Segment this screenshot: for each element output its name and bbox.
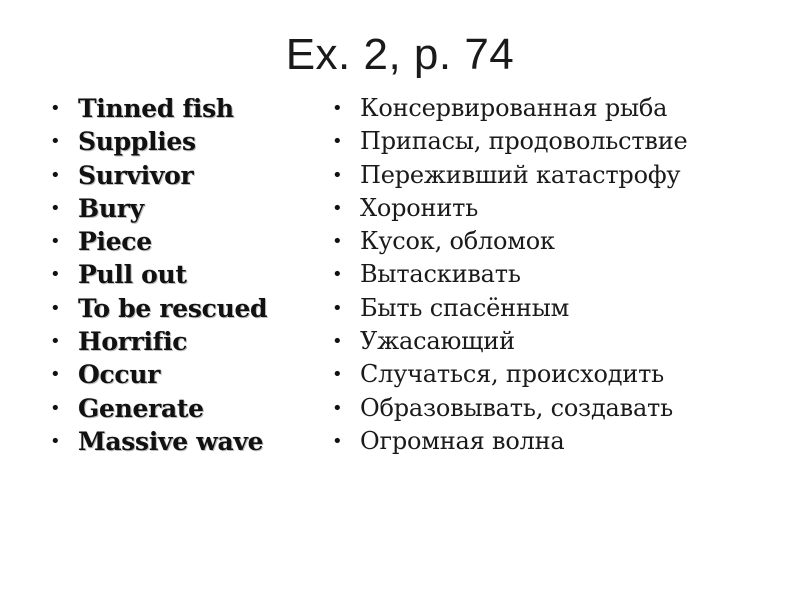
bullet-icon: • (332, 131, 343, 153)
list-item (50, 225, 320, 258)
list-item (332, 258, 782, 291)
list-item (332, 192, 782, 225)
bullet-icon: • (332, 397, 343, 419)
bullet-icon: • (332, 197, 343, 219)
bullet-icon: • (50, 164, 61, 186)
russian-translation: Кусок, обломок (360, 227, 555, 256)
list-item (332, 325, 782, 358)
list-item (50, 159, 320, 192)
list-item (50, 425, 320, 458)
russian-translation: Быть спасённым (360, 293, 570, 322)
bullet-icon: • (50, 98, 61, 119)
bullet-icon: • (50, 231, 61, 253)
list-item (332, 425, 782, 458)
english-term: Occur (78, 360, 161, 390)
bullet-icon: • (50, 430, 61, 452)
english-term: Pull out (78, 260, 187, 290)
bullet-icon: • (50, 264, 61, 286)
english-terms-list (50, 92, 320, 458)
bullet-icon: • (332, 364, 343, 386)
list-item (50, 92, 320, 125)
bullet-icon: • (332, 297, 343, 319)
bullet-icon: • (50, 197, 61, 219)
bullet-icon: • (50, 364, 61, 386)
russian-translation: Ужасающий (360, 327, 515, 356)
bullet-icon: • (332, 231, 343, 253)
bullet-icon: • (332, 331, 343, 353)
bullet-icon: • (50, 297, 61, 319)
russian-translation: Огромная волна (360, 426, 565, 455)
list-item (50, 292, 320, 325)
russian-translation: Консервированная рыба (360, 94, 668, 122)
slide-title: Ex. 2, p. 74 (285, 30, 515, 79)
english-term: Tinned fish (78, 94, 234, 123)
bullet-icon: • (50, 131, 61, 153)
english-term: Horrific (78, 327, 188, 357)
bullet-icon: • (332, 430, 343, 452)
english-term: Piece (78, 227, 152, 257)
list-item (332, 159, 782, 192)
russian-translation: Вытаскивать (360, 260, 521, 289)
russian-translation: Образовывать, создавать (360, 393, 674, 422)
list-item (332, 92, 782, 125)
bullet-icon: • (50, 331, 61, 353)
russian-translation: Хоронить (360, 193, 479, 222)
list-item (50, 358, 320, 391)
list-item (50, 258, 320, 291)
list-item (50, 125, 320, 158)
english-term: To be rescued (78, 293, 268, 323)
list-item (50, 325, 320, 358)
bullet-icon: • (332, 164, 343, 186)
list-item (332, 358, 782, 391)
list-item (332, 392, 782, 425)
list-item (332, 292, 782, 325)
russian-translation: Случаться, происходить (360, 360, 665, 389)
english-term: Massive wave (78, 426, 264, 456)
russian-translation: Переживший катастрофу (360, 160, 681, 189)
list-item (332, 225, 782, 258)
bullet-icon: • (332, 264, 343, 286)
russian-translation: Припасы, продовольствие (360, 127, 688, 156)
list-item (50, 392, 320, 425)
english-term: Generate (78, 393, 204, 423)
english-term: Survivor (78, 160, 194, 190)
english-term: Bury (78, 193, 144, 223)
bullet-icon: • (50, 397, 61, 419)
english-term: Supplies (78, 127, 196, 157)
list-item (332, 125, 782, 158)
russian-translations-list (332, 92, 782, 458)
bullet-icon: • (332, 98, 343, 119)
list-item (50, 192, 320, 225)
